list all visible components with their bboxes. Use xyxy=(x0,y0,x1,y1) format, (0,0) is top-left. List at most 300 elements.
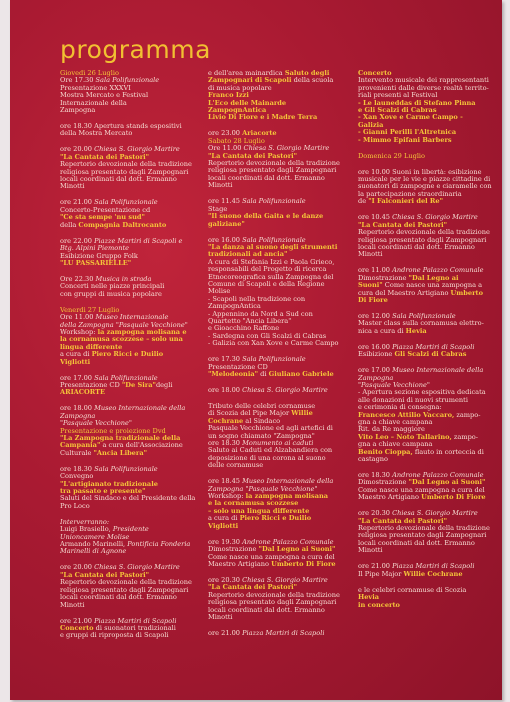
program-text: riali presenti al Festival xyxy=(358,92,438,100)
program-text: Umberto Di Fiore xyxy=(421,494,486,502)
program-text: Sala Polifunzionale xyxy=(242,356,306,364)
program-text: e gruppi di riproposta di Scapoli xyxy=(60,632,169,640)
program-text: Il Pipe Major xyxy=(358,570,404,578)
program-text: - Appennino da Nord a Sud con xyxy=(208,310,313,318)
program-line xyxy=(208,356,366,363)
program-line xyxy=(60,183,210,190)
program-entry xyxy=(60,70,210,114)
program-line xyxy=(208,455,366,462)
program-line xyxy=(358,129,502,136)
program-line xyxy=(208,175,366,182)
program-text: Concerto-Presentazione cd xyxy=(60,206,151,214)
program-line xyxy=(358,137,502,144)
program-line xyxy=(358,183,502,190)
program-text: ore 18.45 xyxy=(208,478,243,486)
program-line xyxy=(358,191,502,198)
program-text: Sala Polifunzionale xyxy=(94,374,158,382)
program-line xyxy=(208,296,366,303)
program-text: ore 17.00 xyxy=(358,367,393,375)
program-line xyxy=(358,153,502,160)
program-line xyxy=(358,426,502,433)
program-text: Pontificia Fonderia xyxy=(127,541,191,549)
program-line xyxy=(358,412,502,419)
program-text: lingua differente xyxy=(60,343,123,351)
program-line xyxy=(208,539,366,546)
program-line xyxy=(60,222,210,229)
program-text: Androne Palazzo Comunale xyxy=(392,472,484,480)
program-line xyxy=(208,130,366,137)
program-text: della Zampogna "Pasquale Vecchione" xyxy=(60,321,188,329)
program-line xyxy=(208,630,366,637)
program-line xyxy=(60,389,210,396)
program-line xyxy=(60,146,210,153)
program-text: ore 18.00 xyxy=(60,405,95,413)
page-title: programma xyxy=(60,35,211,64)
program-text: Giuliano Gabriele xyxy=(268,371,334,378)
program-text: Dimostrazione xyxy=(358,479,409,487)
program-text: - Le launeddas di Stefano Pinna xyxy=(358,99,476,107)
program-text: tra passato e presente" xyxy=(60,488,146,496)
program-text: in concerto xyxy=(358,601,400,609)
program-text: Piero Ricci e Duilio xyxy=(239,515,312,523)
program-text: "Melodeonia" xyxy=(208,371,259,378)
program-line xyxy=(358,275,502,282)
program-line xyxy=(358,214,502,221)
program-text: – solo una lingua differente xyxy=(208,507,310,515)
program-text: Zampogna xyxy=(358,374,394,382)
program-text: Concerto xyxy=(60,624,94,632)
program-line xyxy=(358,282,502,289)
program-text: Maestro Artigiano xyxy=(358,494,422,502)
program-text: e cerimonia di consegna: xyxy=(358,404,442,412)
program-line xyxy=(358,594,502,601)
program-text: Chiesa S. Giorgio Martire xyxy=(94,146,180,154)
program-entry xyxy=(208,237,366,348)
program-text: Minotti xyxy=(60,601,85,609)
program-entry xyxy=(208,130,366,189)
program-line xyxy=(358,587,502,594)
program-text: e le celebri cornamuse di Scozia xyxy=(358,586,467,594)
program-text: Presentazione XXXVI xyxy=(60,84,131,92)
program-text: ore 17.30 xyxy=(208,356,243,364)
program-text: ore 18.30 Apertura stands espositivi xyxy=(60,123,182,131)
program-text: Molise xyxy=(208,288,231,296)
program-text: ore 11.00 xyxy=(358,267,393,275)
program-line xyxy=(208,523,366,530)
program-text: religiosa presentato dagli Zampognari xyxy=(60,586,189,594)
program-line xyxy=(208,447,366,454)
program-text: "I Falconieri del Re" xyxy=(368,198,444,206)
program-entry xyxy=(60,618,210,640)
program-text: Piazze Martiri di Scapoli e xyxy=(94,237,183,245)
program-line xyxy=(358,367,502,374)
program-line xyxy=(60,625,210,632)
program-line xyxy=(60,100,210,107)
program-text: Cochrane xyxy=(208,417,244,425)
program-line xyxy=(208,311,366,318)
program-text: de xyxy=(358,198,369,206)
program-text: la cornamusa scozzese – solo una xyxy=(60,336,183,344)
program-text: locali coordinati dal dott. Ermanno xyxy=(208,174,325,182)
program-text: Repertorio devozionale della tradizione xyxy=(60,161,192,169)
program-line xyxy=(60,428,210,435)
program-text: religiosa presentato dagli Zampognari xyxy=(358,236,487,244)
program-text: Luigi Brasiello, xyxy=(60,526,113,534)
program-text: Ore 11.00 xyxy=(208,145,244,153)
program-line xyxy=(358,237,502,244)
program-text: ore 23.00 xyxy=(208,130,243,138)
program-entry xyxy=(208,577,366,621)
program-line xyxy=(358,251,502,258)
program-text: religiosa presentato dagli Zampognari xyxy=(358,532,487,540)
program-entry xyxy=(60,466,210,510)
program-text: Chiesa S. Giorgio Martire xyxy=(242,576,328,584)
program-text: Piazza Martiri di Scapoli xyxy=(242,629,325,637)
program-line xyxy=(60,488,210,495)
program-line xyxy=(358,320,502,327)
program-line xyxy=(358,77,502,84)
program-line xyxy=(60,495,210,502)
program-text: "La Cantata dei Pastori" xyxy=(60,571,150,579)
program-text: Master class sulla cornamusa elettro- xyxy=(358,320,484,328)
program-line xyxy=(60,154,210,161)
program-line xyxy=(208,85,366,92)
program-text: "La Zampogna tradizionale della xyxy=(60,435,181,442)
program-line xyxy=(358,602,502,609)
program-text: - Sardegna con Gli Scalzi di Cabras xyxy=(208,332,327,340)
program-text: Vito Leo – Noto Tallarino, xyxy=(358,433,452,441)
program-text: Marinelli di Agnone xyxy=(60,548,127,556)
program-text: flauto in corteccia di xyxy=(412,448,484,456)
program-text: Minotti xyxy=(358,251,383,259)
program-text: Dimostrazione xyxy=(358,274,409,282)
program-text: Domenica 29 Luglio xyxy=(358,152,426,160)
program-text: Unioncamere Molise xyxy=(60,533,130,541)
program-text: ore 20.30 xyxy=(208,576,243,584)
program-text: religiosa presentato dagli Zampognari xyxy=(208,599,337,607)
program-text: - Gianni Perilli l'Altretnica xyxy=(358,129,457,137)
program-line xyxy=(60,466,210,473)
program-text: Dimostrazione xyxy=(208,546,259,554)
program-text: Maestro Artigiano xyxy=(208,560,272,568)
program-line xyxy=(208,403,366,410)
program-entry xyxy=(358,472,502,502)
program-line xyxy=(60,291,210,298)
program-text: ore 16.00 xyxy=(358,343,393,351)
program-text: ARIACORTE xyxy=(60,389,106,397)
program-text: ore 20.00 xyxy=(60,564,95,572)
program-text: Concerti nelle piazze principali xyxy=(60,283,165,291)
program-line xyxy=(60,548,210,555)
program-entry xyxy=(208,478,366,530)
program-line xyxy=(60,382,210,389)
program-text: "La danza al suono degli strumenti xyxy=(208,243,338,251)
program-text: della Mostra Mercato xyxy=(60,130,133,138)
program-text: "Dal Legno ai Suoni" xyxy=(408,479,486,487)
program-text: di suonatori tradizionali xyxy=(93,624,176,632)
program-text: gna a chiave campana xyxy=(358,441,433,449)
program-text: Sala Polifunzionale xyxy=(242,198,306,206)
program-line xyxy=(358,92,502,99)
program-text: Presentazione CD xyxy=(208,363,268,371)
program-text: Ore 17.30 xyxy=(60,77,96,85)
program-line xyxy=(358,198,502,205)
program-text: "La Cantata dei Pastori" xyxy=(60,153,150,161)
program-line xyxy=(208,213,366,220)
program-text: locali coordinati dal dott. Ermanno xyxy=(358,539,475,547)
program-line xyxy=(60,344,210,351)
program-text: ore 20.00 xyxy=(60,146,95,154)
program-line xyxy=(60,450,210,457)
program-line xyxy=(208,599,366,606)
program-line xyxy=(208,440,366,447)
program-line xyxy=(358,375,502,382)
program-line xyxy=(358,169,502,176)
program-text: Culturale xyxy=(60,449,94,457)
program-line xyxy=(60,245,210,252)
program-text: "Dal Legno ai xyxy=(408,274,459,282)
program-line xyxy=(208,160,366,167)
program-line xyxy=(208,433,366,440)
program-text: Campania" xyxy=(60,442,101,450)
program-text: Quartetto "Ancia Libera" xyxy=(208,317,292,325)
program-line xyxy=(60,503,210,510)
program-line xyxy=(208,493,366,500)
program-entry xyxy=(208,539,366,569)
program-text: "La Cantata dei Pastori" xyxy=(358,221,448,229)
program-line xyxy=(208,244,366,251)
program-line xyxy=(358,571,502,578)
program-line xyxy=(60,238,210,245)
program-text: gna a chiave campana xyxy=(358,419,433,426)
program-text: "Ancia Libera" xyxy=(93,449,148,457)
program-line xyxy=(60,176,210,183)
program-text: ore 22.00 xyxy=(60,237,95,245)
program-text: Umberto Di Fiore xyxy=(271,560,336,568)
program-line xyxy=(208,387,366,394)
program-text: Giovedì 26 Luglio xyxy=(60,70,119,77)
program-line xyxy=(60,632,210,639)
program-line xyxy=(208,371,366,378)
program-line xyxy=(208,206,366,213)
program-line xyxy=(60,199,210,206)
program-line xyxy=(60,359,210,366)
program-text: della xyxy=(60,221,79,229)
program-text: Suoni" xyxy=(358,282,383,290)
program-text: Willie Cochrane xyxy=(403,570,463,578)
program-line xyxy=(208,221,366,228)
program-text: Sala Polifunzionale xyxy=(392,312,456,320)
program-entry xyxy=(60,199,210,229)
program-text: Franco Izzi xyxy=(208,92,249,100)
program-text: Stage xyxy=(208,205,228,213)
program-line xyxy=(60,123,210,130)
program-line xyxy=(358,222,502,229)
program-text: Sala Polifunzionale xyxy=(95,77,160,85)
program-line xyxy=(358,525,502,532)
program-line xyxy=(208,303,366,310)
program-text: Internazionale della xyxy=(60,99,127,107)
program-text: Gli Scalzi di Cabras xyxy=(394,351,467,359)
program-entry xyxy=(208,70,366,122)
program-text: ore 18.30 xyxy=(208,440,243,448)
program-line xyxy=(208,333,366,340)
program-line xyxy=(208,288,366,295)
program-text: Piazza Martiri di Scapoli xyxy=(392,563,475,571)
program-text: Museo Internazionale della xyxy=(392,367,484,375)
program-line xyxy=(208,425,366,432)
program-line xyxy=(60,579,210,586)
program-line xyxy=(208,182,366,189)
program-text: Esibizione xyxy=(358,351,395,359)
program-line xyxy=(60,322,210,329)
program-line xyxy=(208,478,366,485)
program-text: Sabato 28 Luglio xyxy=(208,137,265,145)
program-text: Comune di Scapoli e della Regione xyxy=(208,280,325,288)
program-text: ore 10.00 Suoni in libertà: esibizione xyxy=(358,168,482,176)
program-text: di Scozia del Pipe Major xyxy=(208,410,292,418)
program-text: Ore 22.30 xyxy=(60,275,96,283)
program-line xyxy=(60,375,210,382)
program-text: cura del Maestro Artigiano xyxy=(358,289,451,297)
program-line xyxy=(60,253,210,260)
program-line xyxy=(208,607,366,614)
program-entry xyxy=(60,564,210,608)
program-entry xyxy=(358,70,502,144)
program-text: Repertorio devozionale della tradizione xyxy=(60,579,192,587)
program-line xyxy=(60,70,210,77)
program-text: Venerdì 27 Luglio xyxy=(60,306,120,314)
program-line xyxy=(208,318,366,325)
program-entry xyxy=(208,387,366,394)
program-text: "La Cantata dei Pastori" xyxy=(208,584,298,592)
program-text: Zampogna xyxy=(60,412,96,420)
program-line xyxy=(358,472,502,479)
program-text: Etnocoreografica sulla Zampogna del xyxy=(208,273,334,281)
program-text: Minotti xyxy=(358,547,383,555)
program-text: ore 21.00 xyxy=(60,199,95,207)
program-entry xyxy=(358,563,502,578)
program-text: Musica in strada xyxy=(95,275,152,283)
program-entry xyxy=(208,630,366,637)
program-text: di xyxy=(258,371,269,378)
program-line xyxy=(60,314,210,321)
program-line xyxy=(358,244,502,251)
program-line xyxy=(208,281,366,288)
program-line xyxy=(208,508,366,515)
program-line xyxy=(60,602,210,609)
program-line xyxy=(60,260,210,267)
program-page xyxy=(10,0,502,700)
program-text: - Scapoli nella tradizione con xyxy=(208,295,306,303)
program-text: Repertorio devozionale della tradizione xyxy=(208,160,340,168)
program-text: a cura dell'Associazione xyxy=(100,442,183,450)
program-line xyxy=(208,577,366,584)
program-text: Zampogna xyxy=(60,107,96,115)
program-line xyxy=(60,85,210,92)
program-line xyxy=(60,307,210,314)
program-text: locali coordinati dal dott. Ermanno xyxy=(208,606,325,614)
program-text: zampo- xyxy=(451,433,479,441)
program-line xyxy=(358,176,502,183)
program-text: "La Cantata dei Pastori" xyxy=(208,152,298,160)
program-text: locali coordinati dal dott. Ermanno xyxy=(60,594,177,602)
program-text: Concerto xyxy=(358,70,392,77)
program-text: la zampogna molisana xyxy=(245,493,329,501)
program-text: ore 21.00 xyxy=(60,617,95,625)
program-line xyxy=(208,100,366,107)
program-text: ore 12.00 xyxy=(358,312,393,320)
program-line xyxy=(208,114,366,121)
program-text: Repertorio devozionale della tradizione xyxy=(358,229,490,237)
program-text: ore 20.30 xyxy=(358,510,393,518)
program-entry xyxy=(60,238,210,268)
program-text: Chiesa S. Giorgio Martire xyxy=(392,214,478,222)
program-line xyxy=(358,540,502,547)
program-entry xyxy=(60,146,210,190)
program-line xyxy=(358,547,502,554)
program-entry xyxy=(358,367,502,463)
program-line xyxy=(60,481,210,488)
program-text: suonatori di zampogne e ciaramelle con xyxy=(358,183,492,191)
program-text: "LU PASSARIELLE" xyxy=(60,259,132,267)
program-text: Piazza Martiri di Scapoli xyxy=(392,343,475,351)
program-line xyxy=(208,614,366,621)
program-line xyxy=(208,259,366,266)
program-entry xyxy=(60,375,210,397)
program-text: Intervento musicale dei rappresentanti xyxy=(358,77,489,85)
program-text: provenienti dalle diverse realtà territo- xyxy=(358,84,489,92)
program-text: Zampogna "Pasquale Vecchione" xyxy=(208,485,318,493)
program-line xyxy=(60,92,210,99)
program-entry xyxy=(208,198,369,228)
program-text: ore 21.00 xyxy=(358,563,393,571)
program-text: Museo Internazionale xyxy=(95,314,169,322)
program-line xyxy=(60,534,210,541)
program-line xyxy=(208,198,369,206)
program-text: ore 18.00 xyxy=(208,387,243,394)
program-entry xyxy=(358,510,502,554)
program-text: e Gioacchino Raffone xyxy=(208,325,280,333)
program-line xyxy=(358,313,502,320)
program-text: Come nasce una zampogna a cura del xyxy=(358,486,485,494)
program-text: Umberto xyxy=(450,289,483,297)
program-line xyxy=(358,290,502,297)
program-text: ore 11.45 xyxy=(208,198,243,206)
program-line xyxy=(208,561,366,568)
program-line xyxy=(60,214,210,221)
program-line xyxy=(60,413,210,420)
program-line xyxy=(208,546,366,553)
program-line xyxy=(208,340,366,347)
program-line xyxy=(60,405,210,412)
program-text: Livio Di Fiore e i Madre Terra xyxy=(208,114,318,122)
program-text: della scuola xyxy=(291,77,334,85)
program-text: Zampognari di Scapoli xyxy=(208,77,292,85)
program-text: "Pasquale Vecchione" xyxy=(358,381,430,389)
program-text: - Xan Xove e Carme Campo - xyxy=(358,114,463,122)
program-line xyxy=(358,344,502,351)
program-line xyxy=(358,328,502,335)
program-text: Pasquale Vecchione ed agli artefici di xyxy=(208,425,333,433)
program-line xyxy=(60,594,210,601)
program-text: delle cornamuse xyxy=(208,462,264,470)
program-line xyxy=(60,77,210,84)
program-text: L'Eco delle Mainarde xyxy=(208,99,287,107)
program-text: Benito Cioppa, xyxy=(358,448,413,456)
program-text: alle donazioni di nuovi strumenti xyxy=(358,396,468,404)
program-text: tradizionali ad ancia" xyxy=(208,251,288,259)
